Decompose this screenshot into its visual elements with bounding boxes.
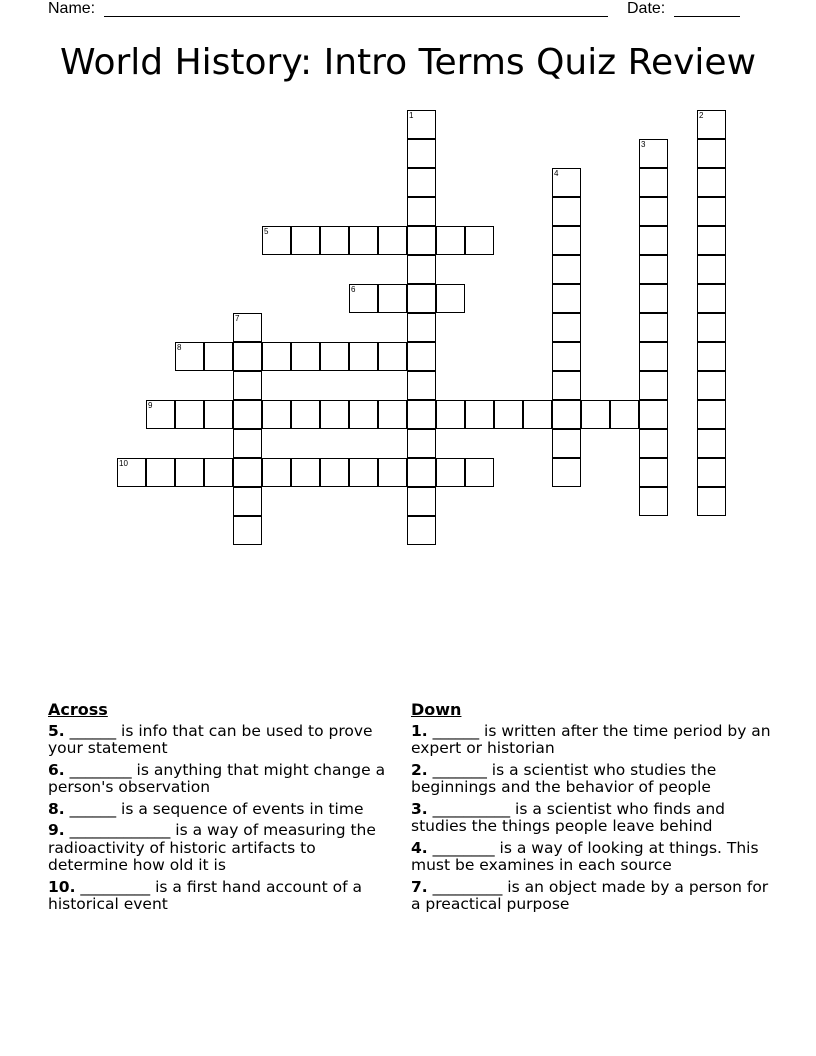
clue-number-label: 8 — [177, 343, 182, 352]
crossword-cell[interactable] — [436, 284, 465, 313]
crossword-cell[interactable] — [320, 458, 349, 487]
crossword-cell[interactable] — [407, 255, 436, 284]
crossword-cell[interactable] — [407, 342, 436, 371]
crossword-cell[interactable] — [407, 110, 436, 139]
crossword-cell[interactable] — [407, 168, 436, 197]
crossword-cell[interactable] — [117, 458, 146, 487]
crossword-cell[interactable] — [697, 110, 726, 139]
clue-number: 6. — [48, 760, 65, 779]
clue-text: __________ is a scientist who finds and studies the things people leave behind — [411, 799, 726, 835]
clue-number: 7. — [411, 877, 428, 896]
crossword-cell[interactable] — [610, 400, 639, 429]
crossword-cell[interactable] — [233, 429, 262, 458]
clue-number: 3. — [411, 799, 428, 818]
down-heading: Down — [411, 700, 462, 719]
crossword-cell[interactable] — [639, 139, 668, 168]
clue-item — [48, 723, 398, 758]
crossword-cell[interactable] — [349, 284, 378, 313]
crossword-cell[interactable] — [233, 400, 262, 429]
crossword-cell[interactable] — [639, 255, 668, 284]
clue-item — [48, 762, 398, 797]
crossword-cell[interactable] — [465, 458, 494, 487]
crossword-cell[interactable] — [262, 342, 291, 371]
crossword-cell[interactable] — [552, 197, 581, 226]
clue-number: 8. — [48, 799, 65, 818]
crossword-cell[interactable] — [697, 400, 726, 429]
clue-number-label: 5 — [264, 227, 269, 236]
crossword-cell[interactable] — [233, 516, 262, 545]
crossword-cell[interactable] — [639, 458, 668, 487]
crossword-cell[interactable] — [639, 226, 668, 255]
crossword-cell[interactable] — [378, 458, 407, 487]
crossword-cell[interactable] — [552, 226, 581, 255]
crossword-cell[interactable] — [639, 197, 668, 226]
crossword-cell[interactable] — [436, 458, 465, 487]
clue-item — [411, 879, 771, 914]
crossword-cell[interactable] — [436, 226, 465, 255]
clue-item — [411, 801, 771, 836]
across-clues — [48, 701, 398, 918]
crossword-cell[interactable] — [639, 342, 668, 371]
crossword-cell[interactable] — [465, 400, 494, 429]
crossword-cell[interactable] — [146, 458, 175, 487]
crossword-cell[interactable] — [291, 226, 320, 255]
crossword-cell[interactable] — [697, 371, 726, 400]
crossword-cell[interactable] — [697, 284, 726, 313]
crossword-cell[interactable] — [233, 371, 262, 400]
clue-item — [48, 801, 398, 819]
clue-text: _______ is a scientist who studies the beginnings and the behavior of people — [411, 760, 717, 796]
crossword-cell[interactable] — [552, 371, 581, 400]
clue-number-label: 7 — [235, 314, 240, 323]
crossword-cell[interactable] — [552, 255, 581, 284]
crossword-cell[interactable] — [581, 400, 610, 429]
clue-text: ________ is a way of looking at things. This must be examines in each source — [411, 838, 759, 874]
crossword-cell[interactable] — [407, 371, 436, 400]
across-heading: Across — [48, 700, 108, 719]
crossword-cell[interactable] — [204, 342, 233, 371]
crossword-cell[interactable] — [465, 226, 494, 255]
crossword-cell[interactable] — [233, 313, 262, 342]
crossword-cell[interactable] — [639, 429, 668, 458]
clue-text: ______ is a sequence of events in time — [69, 799, 364, 818]
crossword-cell[interactable] — [407, 516, 436, 545]
crossword-cell[interactable] — [262, 458, 291, 487]
crossword-cell[interactable] — [291, 400, 320, 429]
crossword-cell[interactable] — [407, 313, 436, 342]
crossword-cell[interactable] — [494, 400, 523, 429]
crossword-cell[interactable] — [175, 400, 204, 429]
crossword-cell[interactable] — [407, 429, 436, 458]
crossword-cell[interactable] — [349, 458, 378, 487]
clue-number-label: 2 — [699, 111, 704, 120]
clue-text: ______ is info that can be used to prove your statement — [48, 721, 373, 757]
crossword-cell[interactable] — [697, 429, 726, 458]
crossword-cell[interactable] — [639, 168, 668, 197]
crossword-cell[interactable] — [697, 226, 726, 255]
crossword-cell[interactable] — [697, 487, 726, 516]
crossword-cell[interactable] — [262, 226, 291, 255]
crossword-cell[interactable] — [552, 284, 581, 313]
clue-item — [411, 723, 771, 758]
crossword-cell[interactable] — [233, 458, 262, 487]
crossword-cell[interactable] — [639, 313, 668, 342]
clue-number: 2. — [411, 760, 428, 779]
clue-text: ________ is anything that might change a person's observation — [48, 760, 386, 796]
crossword-cell[interactable] — [552, 458, 581, 487]
crossword-cell[interactable] — [320, 400, 349, 429]
clue-item — [48, 879, 398, 914]
page-title: World History: Intro Terms Quiz Review — [59, 42, 757, 83]
crossword-cell[interactable] — [407, 284, 436, 313]
crossword-cell[interactable] — [291, 342, 320, 371]
crossword-cell[interactable] — [291, 458, 320, 487]
crossword-cell[interactable] — [697, 458, 726, 487]
clue-text: ______ is written after the time period by an expert or historian — [411, 721, 771, 757]
clue-number-label: 10 — [119, 459, 128, 468]
crossword-cell[interactable] — [349, 342, 378, 371]
crossword-cell[interactable] — [233, 342, 262, 371]
crossword-cell[interactable] — [407, 226, 436, 255]
date-label: Date: — [627, 0, 666, 17]
clue-number-label: 9 — [148, 401, 153, 410]
crossword-cell[interactable] — [697, 255, 726, 284]
crossword-cell[interactable] — [378, 400, 407, 429]
crossword-cell[interactable] — [407, 400, 436, 429]
crossword-cell[interactable] — [407, 458, 436, 487]
crossword-cell[interactable] — [552, 342, 581, 371]
crossword-cell[interactable] — [552, 429, 581, 458]
crossword-cell[interactable] — [204, 400, 233, 429]
crossword-cell[interactable] — [407, 139, 436, 168]
clue-item — [411, 840, 771, 875]
crossword-cell[interactable] — [349, 400, 378, 429]
crossword-cell[interactable] — [436, 400, 465, 429]
crossword-cell[interactable] — [523, 400, 552, 429]
crossword-cell[interactable] — [697, 197, 726, 226]
clue-item — [48, 822, 398, 875]
crossword-cell[interactable] — [320, 342, 349, 371]
crossword-cell[interactable] — [204, 458, 233, 487]
clue-number: 4. — [411, 838, 428, 857]
clue-number: 1. — [411, 721, 428, 740]
crossword-cell[interactable] — [697, 139, 726, 168]
crossword-cell[interactable] — [407, 487, 436, 516]
clue-number-label: 1 — [409, 111, 414, 120]
crossword-cell[interactable] — [175, 458, 204, 487]
crossword-cell[interactable] — [639, 400, 668, 429]
crossword-cell[interactable] — [262, 400, 291, 429]
crossword-cell[interactable] — [552, 400, 581, 429]
clue-number: 10. — [48, 877, 76, 896]
crossword-cell[interactable] — [407, 197, 436, 226]
crossword-cell[interactable] — [146, 400, 175, 429]
crossword-cell[interactable] — [639, 371, 668, 400]
clue-text: _________ is an object made by a person for a preactical purpose — [411, 877, 769, 913]
crossword-cell[interactable] — [175, 342, 204, 371]
clue-number-label: 6 — [351, 285, 356, 294]
clue-number: 5. — [48, 721, 65, 740]
crossword-cell[interactable] — [378, 342, 407, 371]
clue-number: 9. — [48, 821, 65, 839]
crossword-cell[interactable] — [639, 487, 668, 516]
crossword-cell[interactable] — [378, 284, 407, 313]
crossword-cell[interactable] — [552, 313, 581, 342]
crossword-cell[interactable] — [233, 487, 262, 516]
crossword-cell[interactable] — [552, 168, 581, 197]
crossword-cell[interactable] — [378, 226, 407, 255]
crossword-cell[interactable] — [697, 342, 726, 371]
crossword-cell[interactable] — [349, 226, 378, 255]
crossword-cell[interactable] — [697, 168, 726, 197]
clue-item — [411, 762, 771, 797]
crossword-cell[interactable] — [320, 226, 349, 255]
crossword-cell[interactable] — [697, 313, 726, 342]
clue-text: _____________ is a way of measuring the radioactivity of historic artifacts to determine how old it is — [48, 821, 376, 874]
down-clues — [411, 701, 771, 918]
clue-text: _________ is a first hand account of a historical event — [48, 877, 362, 913]
crossword-cell[interactable] — [639, 284, 668, 313]
clue-number-label: 4 — [554, 169, 559, 178]
clue-number-label: 3 — [641, 140, 646, 149]
name-label: Name: — [48, 0, 96, 17]
